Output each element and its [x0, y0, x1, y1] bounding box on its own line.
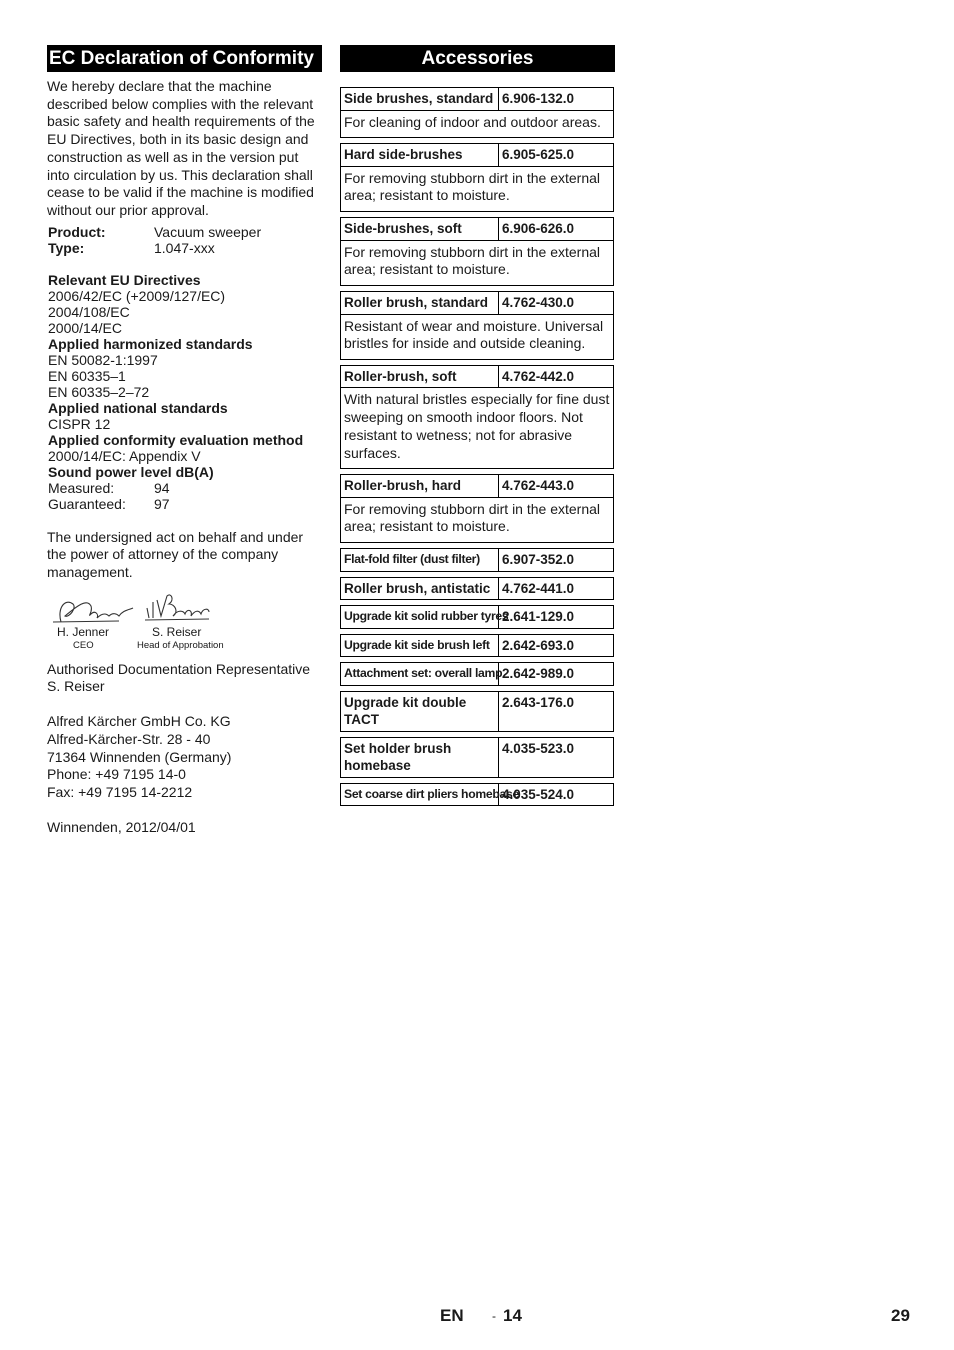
guaranteed-row	[47, 496, 322, 512]
accessory-header-row	[341, 635, 613, 657]
accessory-order-number: 4.762-441.0	[502, 580, 575, 596]
accessory-header-row	[341, 784, 613, 806]
accessory-order-number: 2.641-129.0	[502, 609, 575, 625]
signatory-1-role: CEO	[73, 639, 94, 651]
accessory-desc-row	[341, 388, 613, 468]
harmonized-item: EN 60335–1	[48, 367, 126, 384]
accessory-name: Hard side-brushes	[341, 144, 499, 166]
footer-dash: -	[492, 1309, 496, 1323]
method-title: Applied conformity evaluation method	[48, 431, 304, 448]
accessory-header-row	[341, 292, 613, 315]
method-item: 2000/14/EC: Appendix V	[48, 447, 201, 464]
measured-label: Measured:	[48, 479, 115, 496]
accessory-header-row	[341, 549, 613, 571]
accessory-order-number: 6.906-132.0	[502, 91, 575, 106]
accessory-order-number: 2.642-989.0	[502, 666, 575, 682]
representative-name: S. Reiser	[47, 678, 105, 695]
accessory-description: For removing stubborn dirt in the external area; resistant to moisture.	[344, 500, 601, 535]
accessory-header-row	[341, 475, 613, 498]
accessory-name: Roller brush, antistatic	[341, 578, 499, 600]
product-row	[47, 224, 322, 240]
accessory-header-row	[341, 144, 613, 167]
accessory-header-row	[341, 578, 613, 600]
accessory-order-number: 6.905-625.0	[502, 147, 575, 163]
accessories-column	[340, 45, 615, 806]
accessory-description: With natural bristles especially for fine dust sweeping on smooth indoor floors. Not resistant to wetness; not for abrasive surfaces.	[344, 391, 610, 461]
accessory-name: Attachment set: overall lamp	[341, 663, 499, 685]
accessory-table	[340, 634, 614, 658]
harmonized-item: EN 50082-1:1997	[48, 351, 158, 368]
fax-line: Fax: +49 7195 14-2212	[47, 783, 193, 800]
footer-page-number: 14	[503, 1306, 522, 1325]
declaration-title: EC Declaration of Conformity	[47, 45, 322, 72]
accessories-list	[340, 87, 615, 806]
national-item: CISPR 12	[48, 415, 111, 432]
declaration-column	[47, 45, 322, 836]
directive-item: 2006/42/EC (+2009/127/EC)	[48, 287, 226, 304]
accessory-name: Upgrade kit double TACT	[341, 692, 499, 731]
signature-block	[47, 588, 322, 656]
accessory-name: Side brushes, standard	[341, 88, 499, 110]
accessory-order-number: 4.762-430.0	[502, 295, 575, 311]
accessory-header-row	[341, 692, 613, 731]
accessory-order-number: 2.642-693.0	[502, 637, 575, 653]
accessory-header-row	[341, 738, 613, 777]
measured-value: 94	[154, 479, 170, 496]
type-value: 1.047-xxx	[154, 239, 215, 256]
accessory-name: Set coarse dirt pliers homebase	[341, 784, 499, 806]
accessory-header-row	[341, 366, 613, 389]
accessory-table	[340, 662, 614, 686]
accessory-name: Roller brush, standard	[341, 292, 499, 314]
accessory-order-number: 4.035-524.0	[502, 786, 575, 802]
accessories-title: Accessories	[340, 45, 615, 72]
accessory-order-number: 6.906-626.0	[502, 221, 575, 237]
accessory-order-number: 4.762-442.0	[502, 368, 575, 384]
accessory-desc-row	[341, 167, 613, 211]
footer-absolute-page: 29	[891, 1306, 910, 1325]
accessory-table	[340, 365, 614, 469]
accessory-order-number: 4.762-443.0	[502, 478, 575, 494]
accessory-name: Flat-fold filter (dust filter)	[341, 549, 499, 571]
phone-line: Phone: +49 7195 14-0	[47, 766, 186, 783]
footer-language: EN	[440, 1306, 464, 1325]
accessory-header-row	[341, 606, 613, 628]
accessory-desc-row	[341, 241, 613, 285]
accessory-header-row	[341, 88, 613, 111]
national-title: Applied national standards	[48, 399, 228, 416]
signatory-1-name: H. Jenner	[57, 624, 110, 639]
accessory-table	[340, 217, 614, 286]
accessory-table	[340, 577, 614, 601]
accessory-desc-row	[341, 498, 613, 542]
address-line: Alfred Kärcher GmbH Co. KG	[47, 713, 231, 730]
representative-line: Authorised Documentation Representative	[47, 660, 311, 677]
accessory-name: Side-brushes, soft	[341, 218, 499, 240]
accessory-order-number: 4.035-523.0	[502, 740, 575, 756]
accessory-desc-row	[341, 111, 613, 138]
address-line: Alfred-Kärcher-Str. 28 - 40	[47, 730, 211, 747]
harmonized-item: EN 60335–2–72	[48, 383, 150, 400]
measured-row	[47, 480, 322, 496]
accessory-name: Roller-brush, hard	[341, 475, 499, 497]
accessory-table	[340, 87, 614, 138]
product-label: Product:	[48, 223, 106, 240]
accessory-desc-row	[341, 315, 613, 359]
address-line: 71364 Winnenden (Germany)	[47, 748, 232, 765]
accessory-table	[340, 737, 614, 778]
type-row	[47, 240, 322, 256]
accessory-header-row	[341, 663, 613, 685]
accessory-description: For cleaning of indoor and outdoor areas.	[344, 113, 601, 130]
guaranteed-value: 97	[154, 495, 170, 512]
directives-title: Relevant EU Directives	[48, 271, 201, 288]
accessory-description: For removing stubborn dirt in the external area; resistant to moisture.	[344, 169, 601, 204]
accessory-table	[340, 548, 614, 572]
accessory-table	[340, 474, 614, 543]
directive-item: 2004/108/EC	[48, 303, 130, 320]
guaranteed-label: Guaranteed:	[48, 495, 126, 512]
accessory-name: Set holder brush homebase	[341, 738, 499, 777]
accessory-description: For removing stubborn dirt in the external area; resistant to moisture.	[344, 243, 601, 278]
signatory-2-role: Head of Approbation	[137, 639, 224, 651]
accessory-name: Upgrade kit solid rubber tyres	[341, 606, 499, 628]
accessory-description: Resistant of wear and moisture. Universal bristles for inside and outside cleaning.	[344, 317, 604, 352]
harmonized-title: Applied harmonized standards	[48, 335, 253, 352]
accessory-order-number: 6.907-352.0	[502, 552, 575, 568]
signatory-2-name: S. Reiser	[152, 624, 202, 639]
directive-item: 2000/14/EC	[48, 319, 122, 336]
accessory-header-row	[341, 218, 613, 241]
accessory-table	[340, 291, 614, 360]
product-value: Vacuum sweeper	[154, 223, 262, 240]
accessory-name: Upgrade kit side brush left	[341, 635, 499, 657]
accessory-table	[340, 783, 614, 807]
accessory-table	[340, 605, 614, 629]
accessory-name: Roller-brush, soft	[341, 366, 499, 388]
declaration-intro: We hereby declare that the machine described below complies with the relevant basic safety and health requirements of the EU Directives, both in its basic design and construction as well as in the version put into circulation by us. This declaration shall cease to be valid if the machine is modified without our prior approval.	[47, 78, 315, 218]
undersigned-text: The undersigned act on behalf and under the power of attorney of the company management.	[47, 528, 304, 581]
place-date: Winnenden, 2012/04/01	[47, 818, 196, 835]
type-label: Type:	[48, 239, 85, 256]
accessory-order-number: 2.643-176.0	[502, 694, 575, 710]
accessory-table	[340, 691, 614, 732]
sound-title: Sound power level dB(A)	[48, 463, 214, 480]
accessory-table	[340, 143, 614, 212]
